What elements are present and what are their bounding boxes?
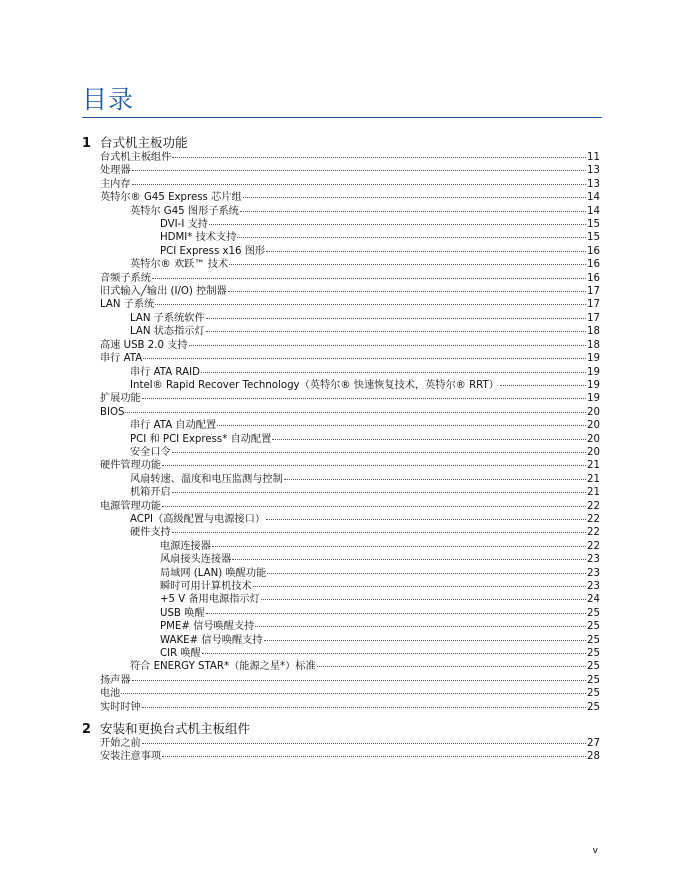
leader-dots — [266, 251, 586, 252]
toc-entry[interactable] — [100, 406, 600, 419]
leader-dots — [162, 506, 586, 507]
entry-label: 瞬时可用计算机技术 — [160, 581, 252, 592]
leader-dots — [206, 318, 586, 319]
entry-label: 电池 — [100, 688, 121, 700]
leader-dots — [189, 345, 586, 346]
toc-entry[interactable] — [100, 231, 600, 244]
entry-label: 英特尔® G45 Express 芯片组 — [100, 192, 242, 204]
leader-dots — [253, 586, 586, 587]
toc-entry[interactable] — [100, 218, 600, 231]
page-number: 20 — [587, 446, 600, 458]
page-number: 22 — [587, 513, 600, 525]
toc-entry[interactable] — [100, 620, 600, 633]
page-number: 19 — [587, 366, 600, 378]
toc-list-chapter-1 — [100, 151, 600, 714]
leader-dots — [132, 170, 586, 171]
page-number: 18 — [587, 339, 600, 351]
entry-label: LAN 子系统软件 — [130, 312, 205, 324]
page-number: 23 — [587, 567, 600, 579]
entry-label: 处理器 — [100, 165, 131, 177]
entry-label: 风扇接头连接器 — [160, 554, 232, 566]
page-number: 25 — [587, 661, 600, 673]
leader-dots — [228, 291, 586, 292]
toc-entry[interactable] — [100, 634, 600, 647]
page-number: 23 — [587, 554, 600, 566]
leader-dots — [125, 412, 586, 413]
page-number: 25 — [587, 648, 600, 660]
page-number: 11 — [587, 152, 600, 163]
toc-entry[interactable] — [100, 312, 600, 325]
page-number: 16 — [587, 272, 600, 284]
page-number: 21 — [587, 460, 600, 472]
toc-entry[interactable] — [100, 191, 600, 204]
leader-dots — [202, 653, 586, 654]
toc-entry[interactable] — [100, 352, 600, 365]
entry-label: 扬声器 — [100, 674, 131, 686]
toc-entry[interactable] — [100, 298, 600, 311]
chapter-number: 2 — [82, 722, 92, 737]
chapter-2-heading[interactable] — [82, 719, 250, 737]
entry-label: 安全口令 — [130, 446, 171, 458]
toc-entry[interactable] — [100, 366, 600, 379]
chapter-title: 安装和更换台式机主板组件 — [100, 721, 251, 736]
page-number: 19 — [587, 379, 600, 391]
page-number: 16 — [587, 259, 600, 271]
toc-entry[interactable] — [100, 392, 600, 405]
toc-entry[interactable] — [100, 272, 600, 285]
entry-label: 串行 ATA RAID — [130, 366, 200, 378]
entry-label: 开始之前 — [100, 738, 141, 749]
page-number: 22 — [587, 540, 600, 552]
toc-entry[interactable] — [100, 607, 600, 620]
page-number: 20 — [587, 420, 600, 432]
chapter-title: 台式机主板功能 — [100, 135, 188, 150]
leader-dots — [264, 640, 587, 641]
leader-dots — [243, 197, 586, 198]
entry-label: 局域网 (LAN) 唤醒功能 — [160, 567, 267, 579]
page-number: 25 — [587, 607, 600, 619]
entry-label: 扩展功能 — [100, 393, 141, 405]
entry-label: CIR 唤醒 — [160, 648, 201, 660]
toc-entry[interactable] — [100, 513, 600, 526]
toc-entry[interactable] — [100, 473, 600, 486]
leader-dots — [162, 756, 586, 757]
page-number: 17 — [587, 312, 600, 324]
leader-dots — [201, 372, 586, 373]
leader-dots — [240, 211, 586, 212]
leader-dots — [267, 573, 586, 574]
toc-title: 目录 — [82, 85, 135, 114]
toc-entry[interactable] — [100, 701, 600, 714]
entry-label: LAN 子系统 — [100, 299, 155, 311]
page-number: 21 — [587, 473, 600, 485]
entry-label: 实时时钟 — [100, 701, 141, 713]
leader-dots — [172, 492, 586, 493]
toc-list-chapter-2 — [100, 737, 600, 764]
toc-entry[interactable] — [100, 379, 600, 392]
page-number: 25 — [587, 634, 600, 646]
page-number: 25 — [587, 701, 600, 713]
page-number: 13 — [587, 165, 600, 177]
toc-entry[interactable] — [100, 459, 600, 472]
toc-entry[interactable] — [100, 580, 600, 593]
page-number: 28 — [587, 751, 600, 763]
toc-entry[interactable] — [100, 687, 600, 700]
toc-entry[interactable] — [100, 526, 600, 539]
toc-entry[interactable] — [100, 593, 600, 606]
leader-dots — [237, 237, 586, 238]
entry-label: 电源连接器 — [160, 540, 211, 552]
page-number: 19 — [587, 353, 600, 365]
page-number: 15 — [587, 232, 600, 244]
page-number: 22 — [587, 527, 600, 539]
leader-dots — [500, 385, 586, 386]
leader-dots — [143, 358, 586, 359]
toc-entry[interactable] — [100, 737, 600, 750]
entry-label: 机箱开启 — [130, 487, 171, 499]
leader-dots — [172, 532, 586, 533]
entry-label: +5 V 备用电源指示灯 — [160, 594, 260, 606]
entry-label: HDMI* 技术支持 — [160, 232, 237, 244]
entry-label: 硬件支持 — [130, 527, 171, 539]
leader-dots — [212, 546, 586, 547]
page-number: 20 — [587, 406, 600, 418]
chapter-1-heading[interactable] — [82, 133, 188, 151]
entry-label: 台式机主板组件 — [100, 152, 172, 163]
toc-entry[interactable] — [100, 660, 600, 673]
toc-entry[interactable] — [100, 285, 600, 298]
entry-label: Intel® Rapid Recover Technology（英特尔® 快速恢复技术，英特尔® RRT） — [130, 379, 499, 391]
toc-entry[interactable] — [100, 750, 600, 763]
leader-dots — [142, 743, 586, 744]
entry-label: PCI 和 PCI Express* 自动配置 — [130, 433, 272, 445]
page-number: 27 — [587, 738, 600, 749]
page-number: 24 — [587, 594, 600, 606]
leader-dots — [155, 304, 586, 305]
entry-label: 符合 ENERGY STAR*（能源之星*）标准 — [130, 661, 316, 673]
entry-label: WAKE# 信号唤醒支持 — [160, 634, 263, 646]
page-number: 13 — [587, 178, 600, 190]
page-number: 20 — [587, 433, 600, 445]
leader-dots — [121, 693, 586, 694]
toc-entry[interactable] — [100, 486, 600, 499]
leader-dots — [261, 599, 586, 600]
leader-dots — [255, 626, 586, 627]
entry-label: DVI-I 支持 — [160, 219, 208, 231]
toc-entry[interactable] — [100, 164, 600, 177]
entry-label: PCI Express x16 图形 — [160, 245, 266, 257]
leader-dots — [132, 184, 586, 185]
leader-dots — [284, 479, 586, 480]
toc-entry[interactable] — [100, 446, 600, 459]
page-number: 14 — [587, 192, 600, 204]
toc-entry[interactable] — [100, 151, 600, 164]
entry-label: BIOS — [100, 406, 125, 418]
leader-dots — [229, 264, 586, 265]
toc-entry[interactable] — [100, 567, 600, 580]
leader-dots — [206, 331, 586, 332]
toc-entry[interactable] — [100, 419, 600, 432]
toc-entry[interactable] — [100, 674, 600, 687]
toc-entry[interactable] — [100, 258, 600, 271]
page-number: 17 — [587, 299, 600, 311]
leader-dots — [132, 680, 586, 681]
toc-entry[interactable] — [100, 205, 600, 218]
entry-label: USB 唤醒 — [160, 607, 205, 619]
page-number: 17 — [587, 286, 600, 298]
entry-label: 英特尔® 欢跃™ 技术 — [130, 259, 229, 271]
leader-dots — [172, 452, 586, 453]
page-number: 21 — [587, 487, 600, 499]
entry-label: 串行 ATA — [100, 353, 143, 365]
entry-label: 高速 USB 2.0 支持 — [100, 339, 188, 351]
page-number: 25 — [587, 621, 600, 633]
page-footer-number: v — [592, 846, 598, 856]
toc-entry[interactable] — [100, 245, 600, 258]
page-number: 18 — [587, 326, 600, 338]
leader-dots — [142, 707, 586, 708]
entry-label: LAN 状态指示灯 — [130, 326, 205, 338]
entry-label: PME# 信号唤醒支持 — [160, 621, 255, 633]
title-rule — [82, 117, 602, 118]
leader-dots — [217, 425, 586, 426]
leader-dots — [142, 398, 586, 399]
leader-dots — [209, 224, 586, 225]
entry-label: 英特尔 G45 图形子系统 — [130, 205, 239, 217]
toc-entry[interactable] — [100, 178, 600, 191]
entry-label: 串行 ATA 自动配置 — [130, 420, 217, 432]
toc-entry[interactable] — [100, 553, 600, 566]
entry-label: 硬件管理功能 — [100, 460, 162, 472]
toc-entry[interactable] — [100, 339, 600, 352]
page-number: 25 — [587, 674, 600, 686]
leader-dots — [206, 613, 587, 614]
leader-dots — [152, 278, 586, 279]
leader-dots — [317, 666, 586, 667]
page-number: 22 — [587, 500, 600, 512]
page-number: 14 — [587, 205, 600, 217]
entry-label: 旧式输入╱输出 (I/O) 控制器 — [100, 286, 227, 298]
entry-label: 安装注意事项 — [100, 751, 162, 763]
leader-dots — [162, 465, 586, 466]
page-number: 23 — [587, 581, 600, 592]
leader-dots — [232, 559, 586, 560]
page-number: 25 — [587, 688, 600, 700]
entry-label: 风扇转速、温度和电压监测与控制 — [130, 473, 283, 485]
leader-dots — [272, 439, 586, 440]
entry-label: 音频子系统 — [100, 272, 151, 284]
toc-entry[interactable] — [100, 433, 600, 446]
toc-entry[interactable] — [100, 325, 600, 338]
toc-entry[interactable] — [100, 647, 600, 660]
page-number: 15 — [587, 219, 600, 231]
toc-entry[interactable] — [100, 500, 600, 513]
chapter-number: 1 — [82, 136, 92, 151]
leader-dots — [172, 157, 586, 158]
page-number: 19 — [587, 393, 600, 405]
entry-label: 电源管理功能 — [100, 500, 162, 512]
toc-entry[interactable] — [100, 540, 600, 553]
entry-label: ACPI（高级配置与电源接口） — [130, 513, 266, 525]
leader-dots — [266, 519, 586, 520]
entry-label: 主内存 — [100, 178, 131, 190]
page-number: 16 — [587, 245, 600, 257]
